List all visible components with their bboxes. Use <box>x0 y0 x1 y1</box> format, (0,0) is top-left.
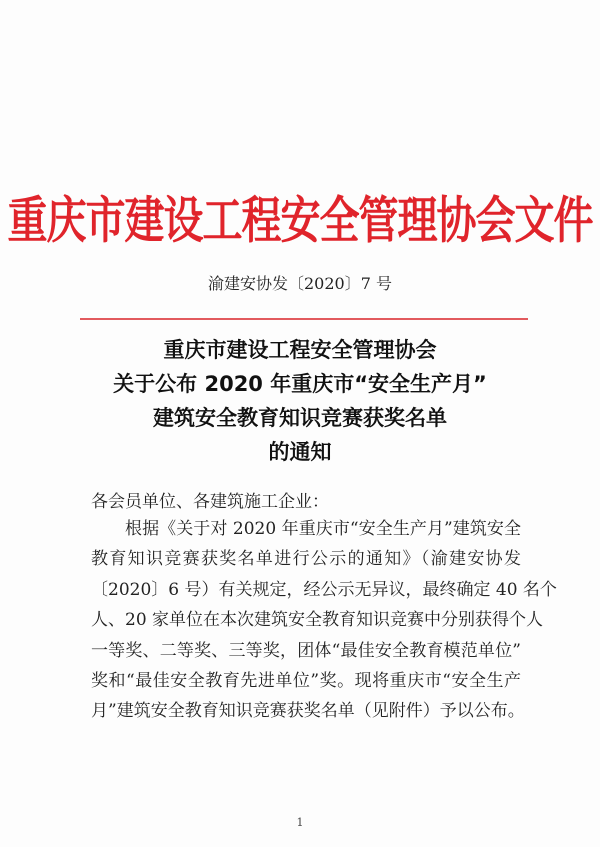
notice-title-line: 建筑安全教育知识竞赛获奖名单 <box>153 406 447 430</box>
notice-title-line: 的通知 <box>268 440 332 464</box>
body-paragraph <box>91 514 557 727</box>
body-line: 月”建筑安全教育知识竞赛获奖名单（见附件）予以公布。 <box>91 701 525 722</box>
notice-title <box>0 333 600 469</box>
red-divider-line <box>80 318 528 320</box>
notice-title-line: 关于公布 2020 年重庆市“安全生产月” <box>113 372 487 396</box>
red-letterhead-title: 重庆市建设工程安全管理协会文件 <box>7 191 593 250</box>
salutation: 各会员单位、各建筑施工企业： <box>91 492 329 512</box>
body-line: 奖和“最佳安全教育先进单位”奖。现将重庆市“安全生产 <box>91 671 521 692</box>
document-number: 渝建安协发〔2020〕7 号 <box>208 274 392 293</box>
notice-title-line: 重庆市建设工程安全管理协会 <box>163 338 437 362</box>
body-line: 〔2020〕6 号）有关规定，经公示无异议，最终确定 40 名个 <box>91 579 557 600</box>
body-line: 教育知识竞赛获奖名单进行公示的通知》（渝建安协发 <box>91 549 521 570</box>
body-line: 一等奖、二等奖、三等奖，团体“最佳安全教育模范单位” <box>91 640 521 661</box>
page-number: 1 <box>296 816 304 829</box>
body-line: 根据《关于对 2020 年重庆市“安全生产月”建筑安全 <box>125 519 521 539</box>
body-line: 人、20 家单位在本次建筑安全教育知识竞赛中分别获得个人 <box>91 610 544 631</box>
